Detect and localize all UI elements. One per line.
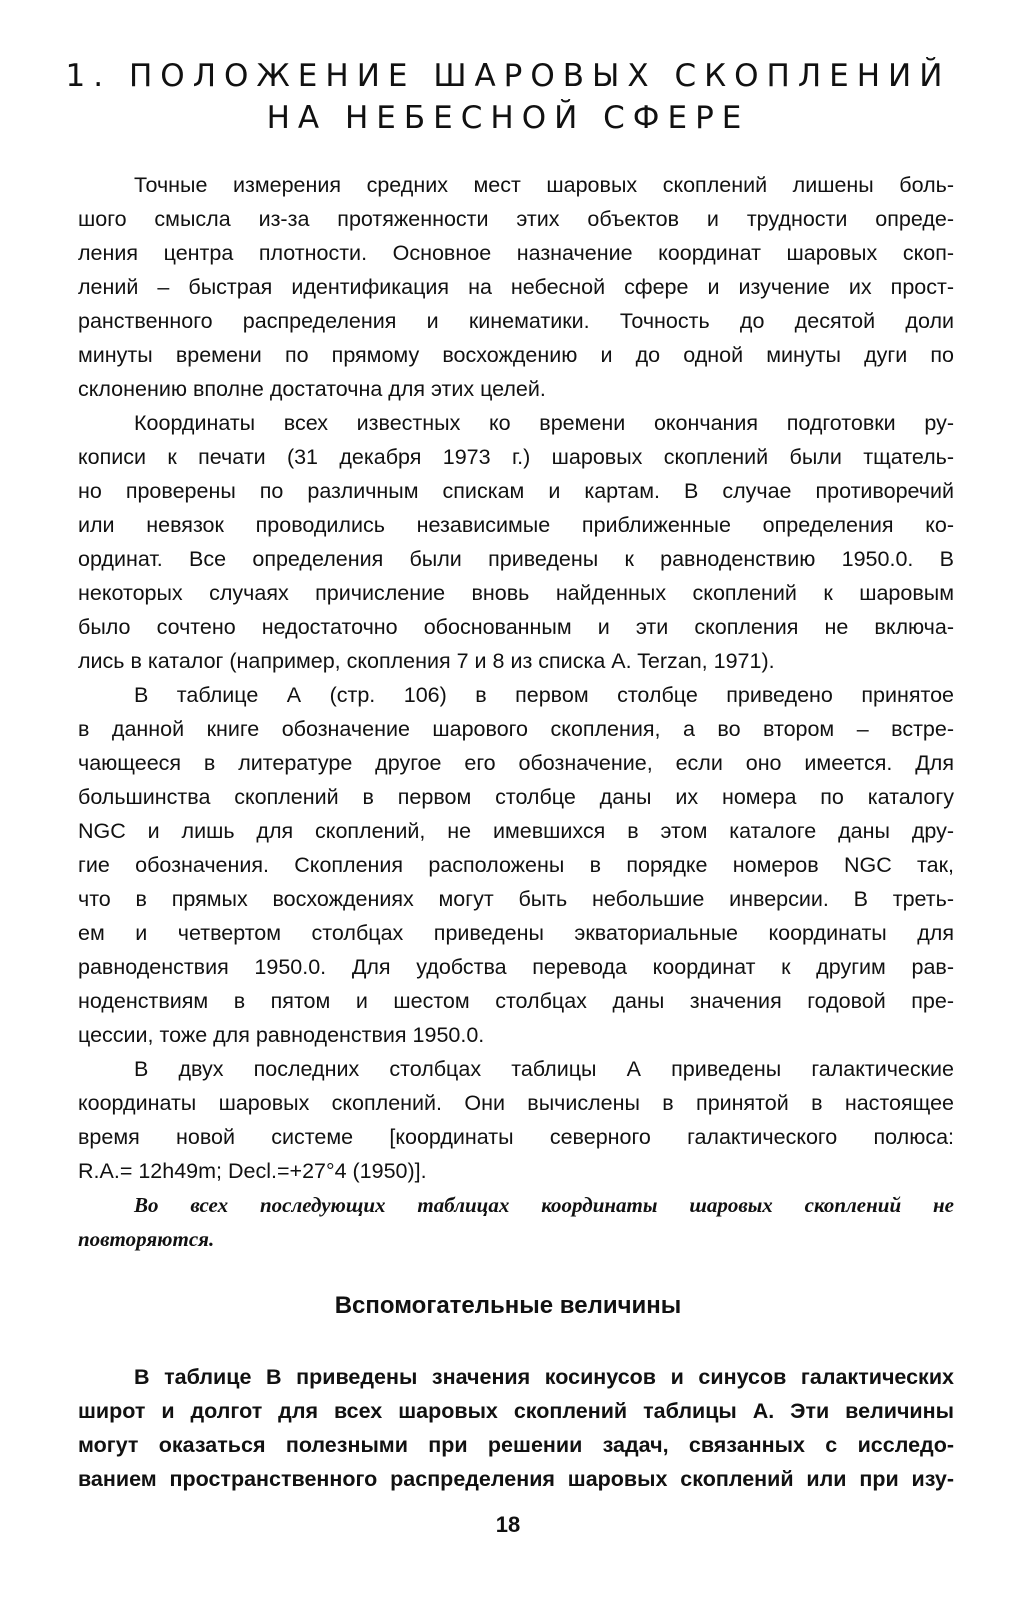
- text-line: В таблице А (стр. 106) в первом столбце приведено принятое: [134, 683, 954, 707]
- text-line: ноденствиям в пятом и шестом столбцах даны значения годовой пре-: [78, 989, 954, 1013]
- text-line: R.A.= 12h49m; Decl.=+27°4 (1950)].: [78, 1159, 427, 1183]
- chapter-title-line2: НА НЕБЕСНОЙ СФЕРЕ: [266, 100, 750, 136]
- text-line: было сочтено недостаточно обоснованным и эти скопления не включа-: [78, 615, 954, 639]
- text-line: Координаты всех известных ко времени окончания подготовки ру-: [134, 411, 954, 435]
- text-line: цессии, тоже для равноденствия 1950.0.: [78, 1023, 485, 1047]
- text-line: ления центра плотности. Основное назначение координат шаровых скоп-: [78, 241, 954, 265]
- text-line: ванием пространственного распределения шаровых скоплений или при изу-: [78, 1467, 954, 1491]
- text-line: что в прямых восхождениях могут быть небольшие инверсии. В треть-: [78, 887, 954, 911]
- paragraph-1: [78, 168, 954, 406]
- text-line: время новой системе [координаты северного галактического полюса:: [78, 1125, 954, 1149]
- text-line: Точные измерения средних мест шаровых скоплений лишены боль-: [134, 173, 954, 197]
- text-line: некоторых случаях причисление вновь найденных скоплений к шаровым: [78, 581, 954, 605]
- text-line: ем и четвертом столбцах приведены экваториальные координаты для: [78, 921, 954, 945]
- text-line: Во всех последующих таблицах координаты шаровых скоплений не: [134, 1193, 954, 1217]
- chapter-title-line1: 1. ПОЛОЖЕНИЕ ШАРОВЫХ СКОПЛЕНИЙ: [65, 58, 951, 94]
- paragraph-4: [78, 1052, 954, 1188]
- text-line: склонению вполне достаточна для этих целей.: [78, 377, 546, 401]
- text-line: или невязок проводились независимые приближенные определения ко-: [78, 513, 954, 537]
- text-line: гие обозначения. Скопления расположены в порядке номеров NGC так,: [78, 853, 954, 877]
- text-line: но проверены по различным спискам и картам. В случае противоречий: [78, 479, 954, 503]
- text-line: В таблице В приведены значения косинусов и синусов галактических: [134, 1365, 954, 1389]
- text-line: большинства скоплений в первом столбце даны их номера по каталогу: [78, 785, 954, 809]
- paragraph-2: [78, 406, 954, 678]
- text-line: шого смысла из-за протяженности этих объектов и трудности опреде-: [78, 207, 954, 231]
- text-line: могут оказаться полезными при решении задач, связанных с исследо-: [78, 1433, 954, 1457]
- text-line: равноденствия 1950.0. Для удобства перевода координат к другим рав-: [78, 955, 954, 979]
- section-subheading: Вспомогательные величины: [334, 1292, 682, 1319]
- text-line: лись в каталог (например, скопления 7 и 8 из списка A. Terzan, 1971).: [78, 649, 775, 673]
- text-line: в данной книге обозначение шарового скопления, а во втором – встре-: [78, 717, 954, 741]
- text-line: минуты времени по прямому восхождению и до одной минуты дуги по: [78, 343, 954, 367]
- text-line: широт и долгот для всех шаровых скоплений таблицы А. Эти величины: [78, 1399, 954, 1423]
- text-line: кописи к печати (31 декабря 1973 г.) шаровых скоплений были тщатель-: [78, 445, 954, 469]
- text-line: ординат. Все определения были приведены к равноденствию 1950.0. В: [78, 547, 954, 571]
- text-line: ранственного распределения и кинематики. Точность до десятой доли: [78, 309, 954, 333]
- page-number: 18: [495, 1512, 521, 1537]
- text-line: повторяются.: [78, 1227, 215, 1251]
- text-line: координаты шаровых скоплений. Они вычислены в принятой в настоящее: [78, 1091, 954, 1115]
- paragraph-5: [78, 1360, 954, 1496]
- paragraph-3: [78, 678, 954, 1052]
- text-line: NGC и лишь для скоплений, не имевшихся в этом каталоге даны дру-: [78, 819, 954, 843]
- text-line: лений – быстрая идентификация на небесной сфере и изучение их прост-: [78, 275, 954, 299]
- text-line: В двух последних столбцах таблицы А приведены галактические: [134, 1057, 954, 1081]
- italic-note: [78, 1188, 954, 1256]
- text-line: чающееся в литературе другое его обозначение, если оно имеется. Для: [78, 751, 954, 775]
